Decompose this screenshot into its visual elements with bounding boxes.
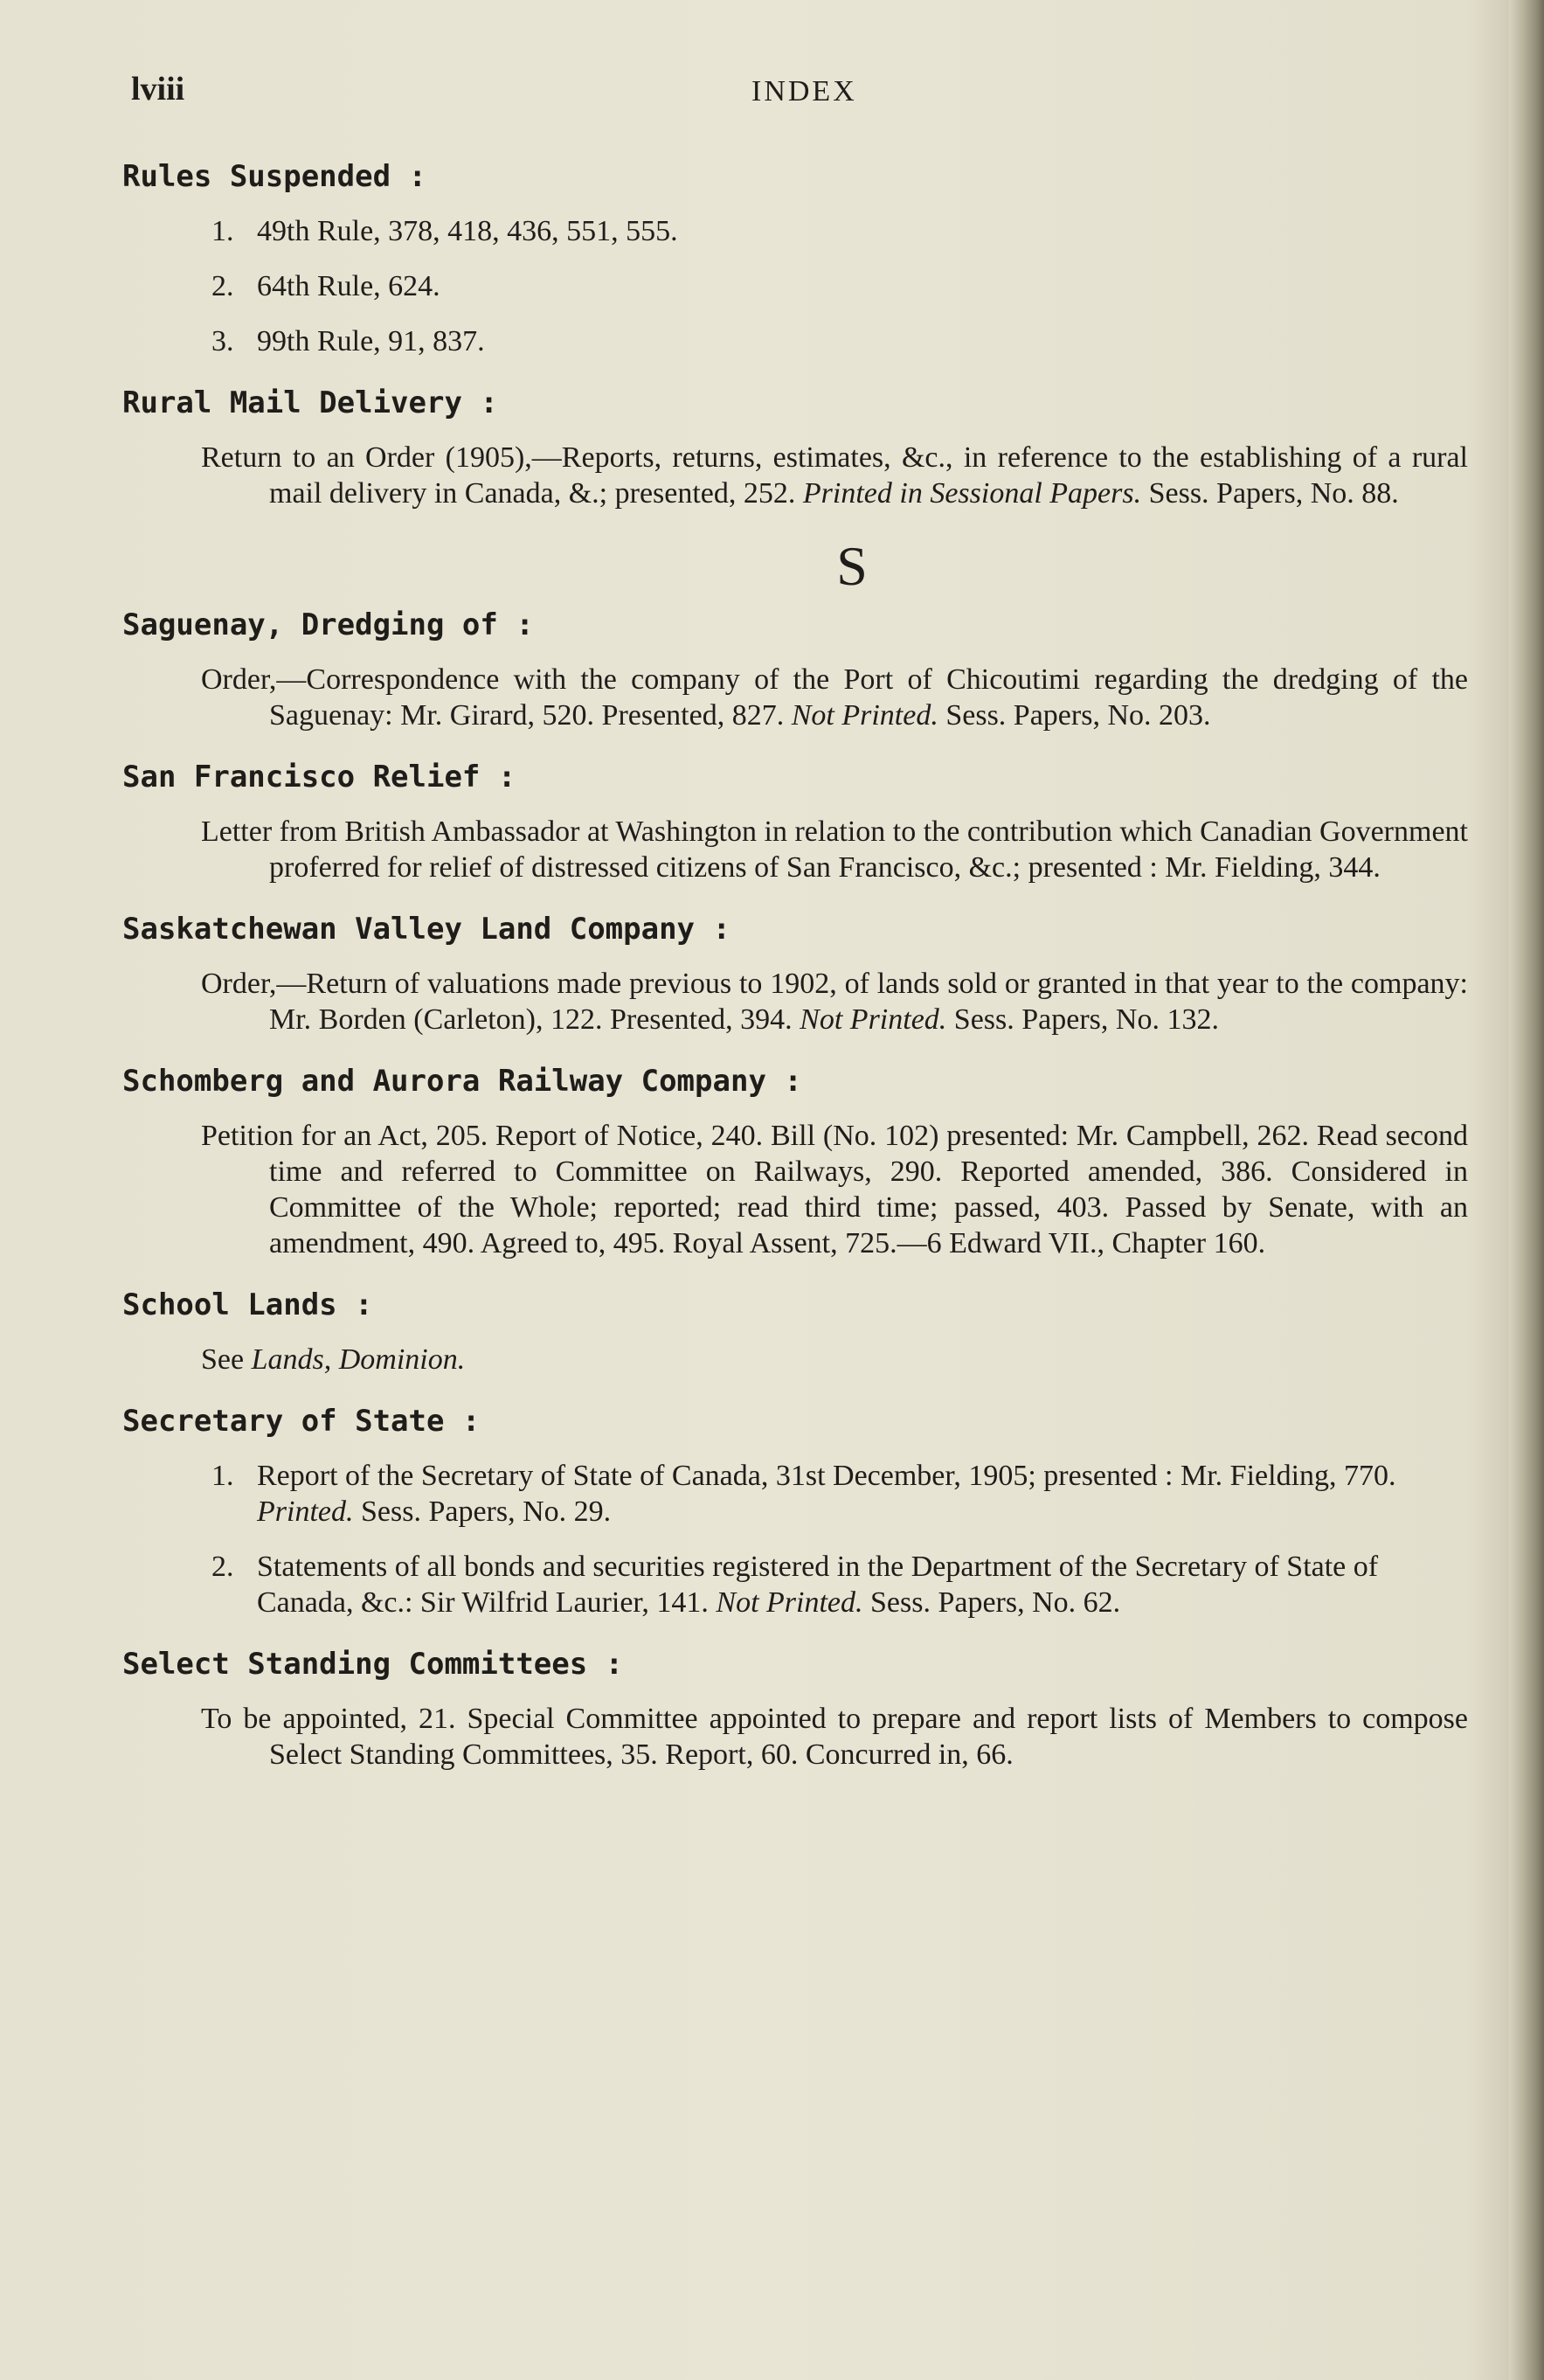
item-number: 1. bbox=[211, 215, 234, 247]
entry-text bbox=[201, 440, 1468, 511]
entry-text bbox=[201, 1342, 1468, 1377]
entry-heading: Select Standing Committees : bbox=[122, 1647, 624, 1682]
index-entry-school-lands bbox=[122, 1286, 1468, 1377]
list-item bbox=[211, 268, 1468, 304]
entry-heading: San Francisco Relief : bbox=[122, 760, 516, 794]
entry-text bbox=[201, 662, 1468, 733]
text-run: Petition for an Act, 205. Report of Notice, 240. Bill (No. 102) presented: Mr. Campbell, 262. Read second time and referred to Committee on Railways, 290. Reported amended, 386. Considered in Committee of the Whole; reported; read third time; passed, 403. Passed by Senate, with an amendment, 490. Agreed to, 495. Royal Assent, 725.—6 Edward VII., Chapter 160. bbox=[201, 1120, 1468, 1259]
index-entry-schomberg-aurora bbox=[122, 1062, 1468, 1261]
index-entry-san-francisco-relief bbox=[122, 758, 1468, 885]
item-number: 1. bbox=[211, 1460, 234, 1492]
item-text: 64th Rule, 624. bbox=[257, 270, 440, 302]
entry-text bbox=[201, 814, 1468, 885]
italic-text-run: Printed in Sessional Papers. bbox=[802, 477, 1142, 510]
text-run: Sess. Papers, No. 88. bbox=[1141, 477, 1399, 510]
italic-text-run: Not Printed. bbox=[791, 699, 938, 732]
entry-heading: Secretary of State : bbox=[122, 1404, 481, 1439]
item-number: 3. bbox=[211, 325, 234, 357]
text-run: See bbox=[201, 1343, 252, 1376]
index-content bbox=[122, 157, 1468, 1797]
entry-heading: School Lands : bbox=[122, 1287, 373, 1322]
index-entry-secretary-of-state bbox=[122, 1402, 1468, 1620]
list-item bbox=[211, 323, 1468, 359]
index-entry-saguenay bbox=[122, 606, 1468, 733]
item-text: 99th Rule, 91, 837. bbox=[257, 325, 485, 357]
list-item bbox=[211, 1458, 1468, 1530]
text-run: Order,—Return of valuations made previous to 1902, of lands sold or granted in that year to the company: Mr. Borden (Carleton), 122. Presented, 394. bbox=[201, 968, 1468, 1036]
entry-heading: Rules Suspended : bbox=[122, 159, 426, 194]
index-entry-saskatchewan-valley bbox=[122, 910, 1468, 1037]
item-text: 49th Rule, 378, 418, 436, 551, 555. bbox=[257, 215, 678, 247]
text-run: Statements of all bonds and securities registered in the Department of the Secretary of State of Canada, &c.: Sir Wilfrid Laurier, 141. bbox=[257, 1551, 1379, 1619]
entry-text bbox=[201, 1701, 1468, 1773]
text-run: Sess. Papers, No. 203. bbox=[938, 699, 1211, 732]
list-item bbox=[211, 1549, 1468, 1620]
section-letter: S bbox=[836, 535, 868, 597]
page-number: lviii bbox=[131, 71, 185, 108]
entry-heading: Rural Mail Delivery : bbox=[122, 385, 498, 420]
text-run: Letter from British Ambassador at Washington in relation to the contribution which Canadian Government proferred for relief of distressed citizens of San Francisco, &c.; presented : Mr. Fielding, 344. bbox=[201, 815, 1468, 884]
italic-text-run: Lands, Dominion. bbox=[251, 1343, 466, 1376]
list-item bbox=[211, 213, 1468, 249]
entry-heading: Saguenay, Dredging of : bbox=[122, 607, 534, 642]
text-run: Report of the Secretary of State of Canada, 31st December, 1905; presented : Mr. Fielding, 770. bbox=[257, 1460, 1396, 1492]
italic-text-run: Printed. bbox=[257, 1495, 354, 1528]
text-run: Sess. Papers, No. 132. bbox=[946, 1003, 1219, 1036]
book-binding-edge bbox=[1509, 0, 1544, 2380]
item-number: 2. bbox=[211, 270, 234, 302]
item-number: 2. bbox=[211, 1551, 234, 1583]
entry-heading: Schomberg and Aurora Railway Company : bbox=[122, 1064, 802, 1099]
index-entry-rural-mail-delivery bbox=[122, 384, 1468, 511]
text-run: Sess. Papers, No. 62. bbox=[862, 1586, 1121, 1619]
running-head: INDEX bbox=[751, 75, 857, 108]
index-entry-rules-suspended bbox=[122, 157, 1468, 359]
italic-text-run: Not Printed. bbox=[716, 1586, 863, 1619]
entry-heading: Saskatchewan Valley Land Company : bbox=[122, 912, 730, 947]
index-entry-select-standing-committees bbox=[122, 1645, 1468, 1773]
italic-text-run: Not Printed. bbox=[800, 1003, 947, 1036]
text-run: Return to an Order (1905),—Reports, returns, estimates, &c., in reference to the establishing of a rural mail delivery in Canada, &.; presented, 252. bbox=[201, 441, 1468, 510]
text-run: Sess. Papers, No. 29. bbox=[353, 1495, 612, 1528]
entry-text bbox=[201, 1118, 1468, 1261]
entry-text bbox=[201, 966, 1468, 1037]
text-run: To be appointed, 21. Special Committee appointed to prepare and report lists of Members to compose Select Standing Committees, 35. Report, 60. Concurred in, 66. bbox=[201, 1703, 1468, 1771]
text-run: Order,—Correspondence with the company of the Port of Chicoutimi regarding the dredging of the Saguenay: Mr. Girard, 520. Presented, 827. bbox=[201, 663, 1468, 732]
page-header bbox=[131, 70, 1459, 122]
